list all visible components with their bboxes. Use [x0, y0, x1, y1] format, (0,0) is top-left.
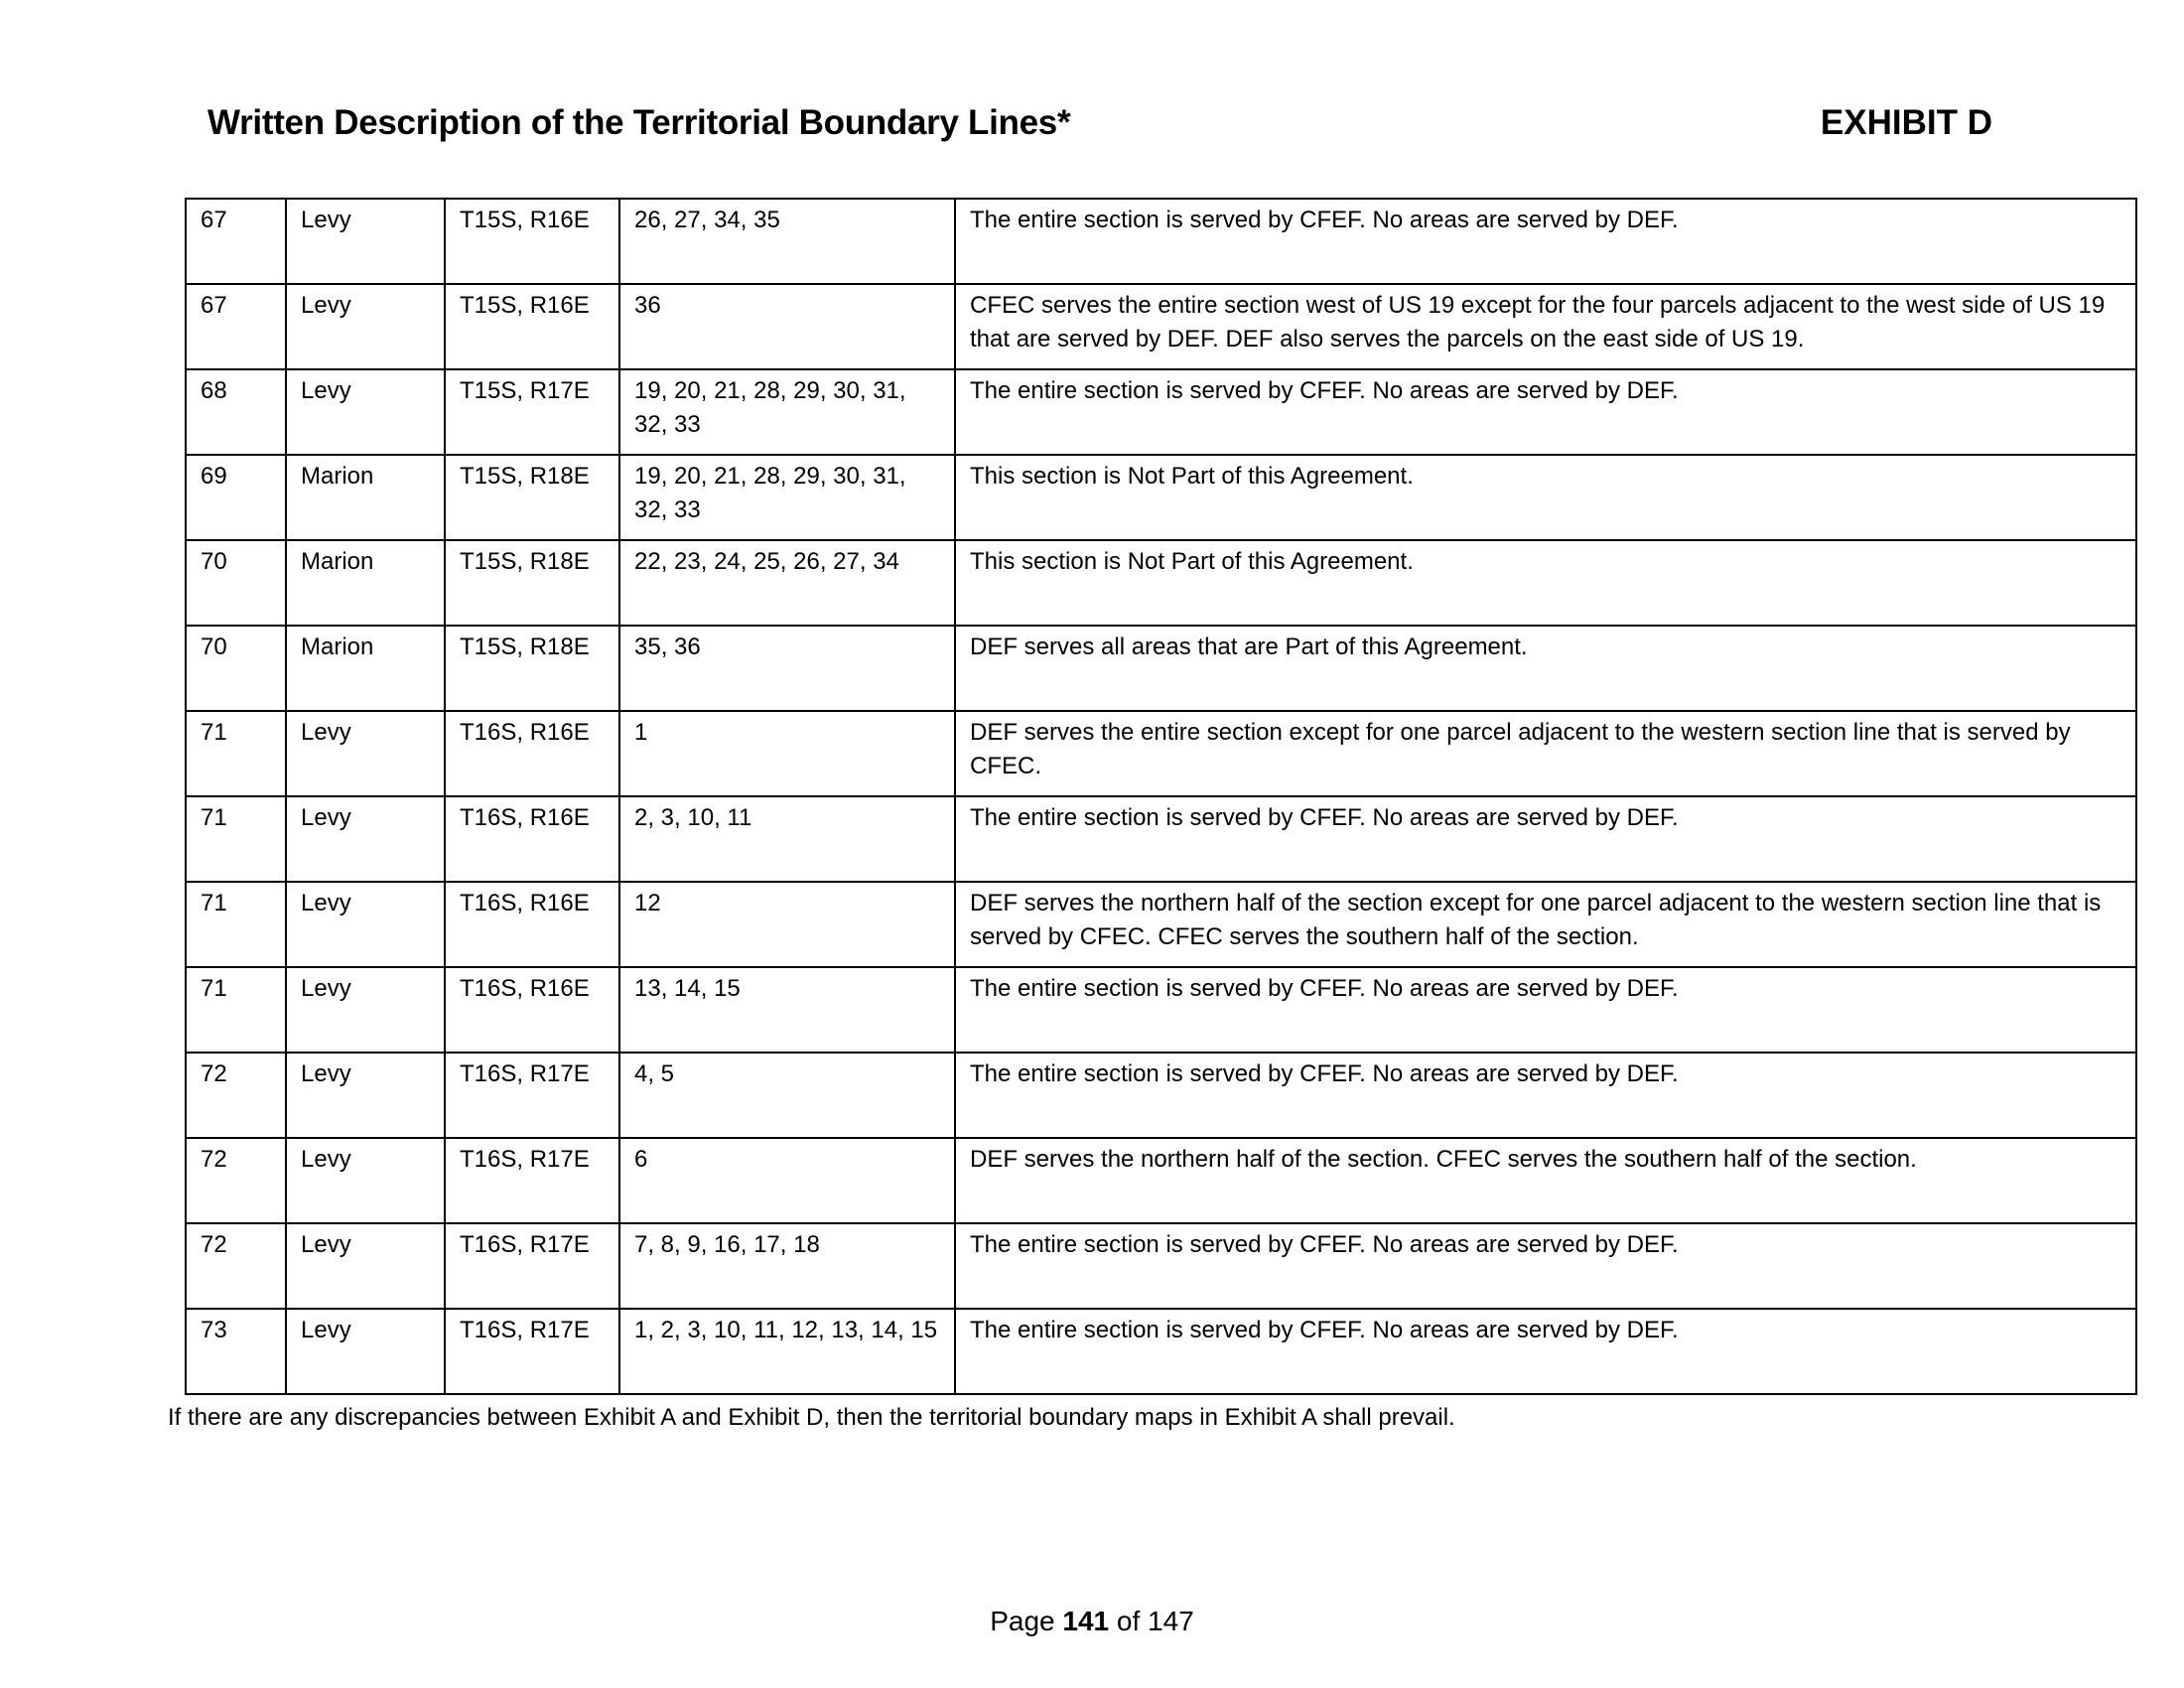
cell-county: Marion — [286, 455, 445, 540]
cell-county: Levy — [286, 1138, 445, 1223]
cell-map-number: 67 — [186, 199, 286, 284]
cell-map-number: 70 — [186, 626, 286, 711]
cell-description: The entire section is served by CFEF. No areas are served by DEF. — [955, 967, 2136, 1053]
cell-description: The entire section is served by CFEF. No areas are served by DEF. — [955, 199, 2136, 284]
cell-map-number: 71 — [186, 967, 286, 1053]
cell-description: DEF serves the entire section except for one parcel adjacent to the western section line that is served by CFEC. — [955, 711, 2136, 796]
cell-description: DEF serves all areas that are Part of this Agreement. — [955, 626, 2136, 711]
cell-township-range: T16S, R16E — [445, 882, 619, 967]
cell-map-number: 69 — [186, 455, 286, 540]
cell-county: Levy — [286, 796, 445, 882]
cell-township-range: T16S, R16E — [445, 796, 619, 882]
cell-sections: 36 — [619, 284, 955, 369]
table-row — [186, 1053, 2136, 1138]
page-title: Written Description of the Territorial Boundary Lines* — [207, 103, 1071, 142]
cell-map-number: 72 — [186, 1053, 286, 1138]
cell-map-number: 71 — [186, 882, 286, 967]
page-total: 147 — [1148, 1606, 1194, 1636]
cell-county: Levy — [286, 1053, 445, 1138]
page-separator: of — [1116, 1606, 1141, 1636]
cell-description: This section is Not Part of this Agreement. — [955, 455, 2136, 540]
cell-township-range: T16S, R17E — [445, 1138, 619, 1223]
cell-sections: 19, 20, 21, 28, 29, 30, 31, 32, 33 — [619, 455, 955, 540]
cell-sections: 1 — [619, 711, 955, 796]
cell-map-number: 71 — [186, 711, 286, 796]
cell-sections: 22, 23, 24, 25, 26, 27, 34 — [619, 540, 955, 626]
cell-sections: 13, 14, 15 — [619, 967, 955, 1053]
table-row — [186, 1309, 2136, 1394]
cell-map-number: 67 — [186, 284, 286, 369]
cell-map-number: 72 — [186, 1138, 286, 1223]
cell-sections: 26, 27, 34, 35 — [619, 199, 955, 284]
cell-description: DEF serves the northern half of the section. CFEC serves the southern half of the section. — [955, 1138, 2136, 1223]
cell-description: The entire section is served by CFEF. No areas are served by DEF. — [955, 369, 2136, 455]
cell-map-number: 73 — [186, 1309, 286, 1394]
cell-description: CFEC serves the entire section west of US 19 except for the four parcels adjacent to the west side of US 19 that are served by DEF. DEF also serves the parcels on the east side of US 19. — [955, 284, 2136, 369]
cell-county: Levy — [286, 199, 445, 284]
cell-township-range: T16S, R17E — [445, 1053, 619, 1138]
cell-sections: 4, 5 — [619, 1053, 955, 1138]
cell-county: Levy — [286, 284, 445, 369]
cell-township-range: T15S, R18E — [445, 540, 619, 626]
table-row — [186, 369, 2136, 455]
cell-sections: 7, 8, 9, 16, 17, 18 — [619, 1223, 955, 1309]
table-row — [186, 1223, 2136, 1309]
cell-description: This section is Not Part of this Agreement. — [955, 540, 2136, 626]
cell-township-range: T16S, R16E — [445, 711, 619, 796]
cell-sections: 6 — [619, 1138, 955, 1223]
footnote: If there are any discrepancies between Exhibit A and Exhibit D, then the territorial boundary maps in Exhibit A shall prevail. — [168, 1404, 1455, 1431]
cell-sections: 35, 36 — [619, 626, 955, 711]
cell-township-range: T15S, R18E — [445, 626, 619, 711]
cell-description: The entire section is served by CFEF. No areas are served by DEF. — [955, 1223, 2136, 1309]
cell-description: The entire section is served by CFEF. No areas are served by DEF. — [955, 1309, 2136, 1394]
table-row — [186, 882, 2136, 967]
boundary-table-body — [186, 199, 2136, 1394]
cell-township-range: T16S, R17E — [445, 1309, 619, 1394]
page-number — [0, 1606, 2184, 1637]
cell-map-number: 70 — [186, 540, 286, 626]
table-row — [186, 796, 2136, 882]
cell-township-range: T15S, R16E — [445, 284, 619, 369]
cell-map-number: 68 — [186, 369, 286, 455]
table-row — [186, 1138, 2136, 1223]
cell-sections: 12 — [619, 882, 955, 967]
cell-county: Levy — [286, 1309, 445, 1394]
cell-county: Levy — [286, 369, 445, 455]
table-row — [186, 199, 2136, 284]
cell-map-number: 72 — [186, 1223, 286, 1309]
cell-sections: 1, 2, 3, 10, 11, 12, 13, 14, 15 — [619, 1309, 955, 1394]
table-row — [186, 284, 2136, 369]
table-row — [186, 626, 2136, 711]
cell-sections: 19, 20, 21, 28, 29, 30, 31, 32, 33 — [619, 369, 955, 455]
cell-township-range: T15S, R16E — [445, 199, 619, 284]
table-row — [186, 967, 2136, 1053]
cell-county: Levy — [286, 711, 445, 796]
cell-description: DEF serves the northern half of the section except for one parcel adjacent to the western section line that is served by CFEC. CFEC serves the southern half of the section. — [955, 882, 2136, 967]
cell-county: Levy — [286, 1223, 445, 1309]
page-prefix: Page — [990, 1606, 1055, 1636]
cell-sections: 2, 3, 10, 11 — [619, 796, 955, 882]
table-row — [186, 455, 2136, 540]
cell-township-range: T16S, R17E — [445, 1223, 619, 1309]
table-row — [186, 540, 2136, 626]
boundary-table — [185, 198, 2137, 1395]
cell-township-range: T15S, R17E — [445, 369, 619, 455]
cell-county: Marion — [286, 626, 445, 711]
cell-township-range: T16S, R16E — [445, 967, 619, 1053]
cell-map-number: 71 — [186, 796, 286, 882]
cell-county: Levy — [286, 967, 445, 1053]
exhibit-label: EXHIBIT D — [1820, 103, 1992, 142]
cell-description: The entire section is served by CFEF. No areas are served by DEF. — [955, 796, 2136, 882]
table-row — [186, 711, 2136, 796]
cell-description: The entire section is served by CFEF. No areas are served by DEF. — [955, 1053, 2136, 1138]
cell-township-range: T15S, R18E — [445, 455, 619, 540]
page-current: 141 — [1062, 1606, 1110, 1636]
cell-county: Levy — [286, 882, 445, 967]
cell-county: Marion — [286, 540, 445, 626]
